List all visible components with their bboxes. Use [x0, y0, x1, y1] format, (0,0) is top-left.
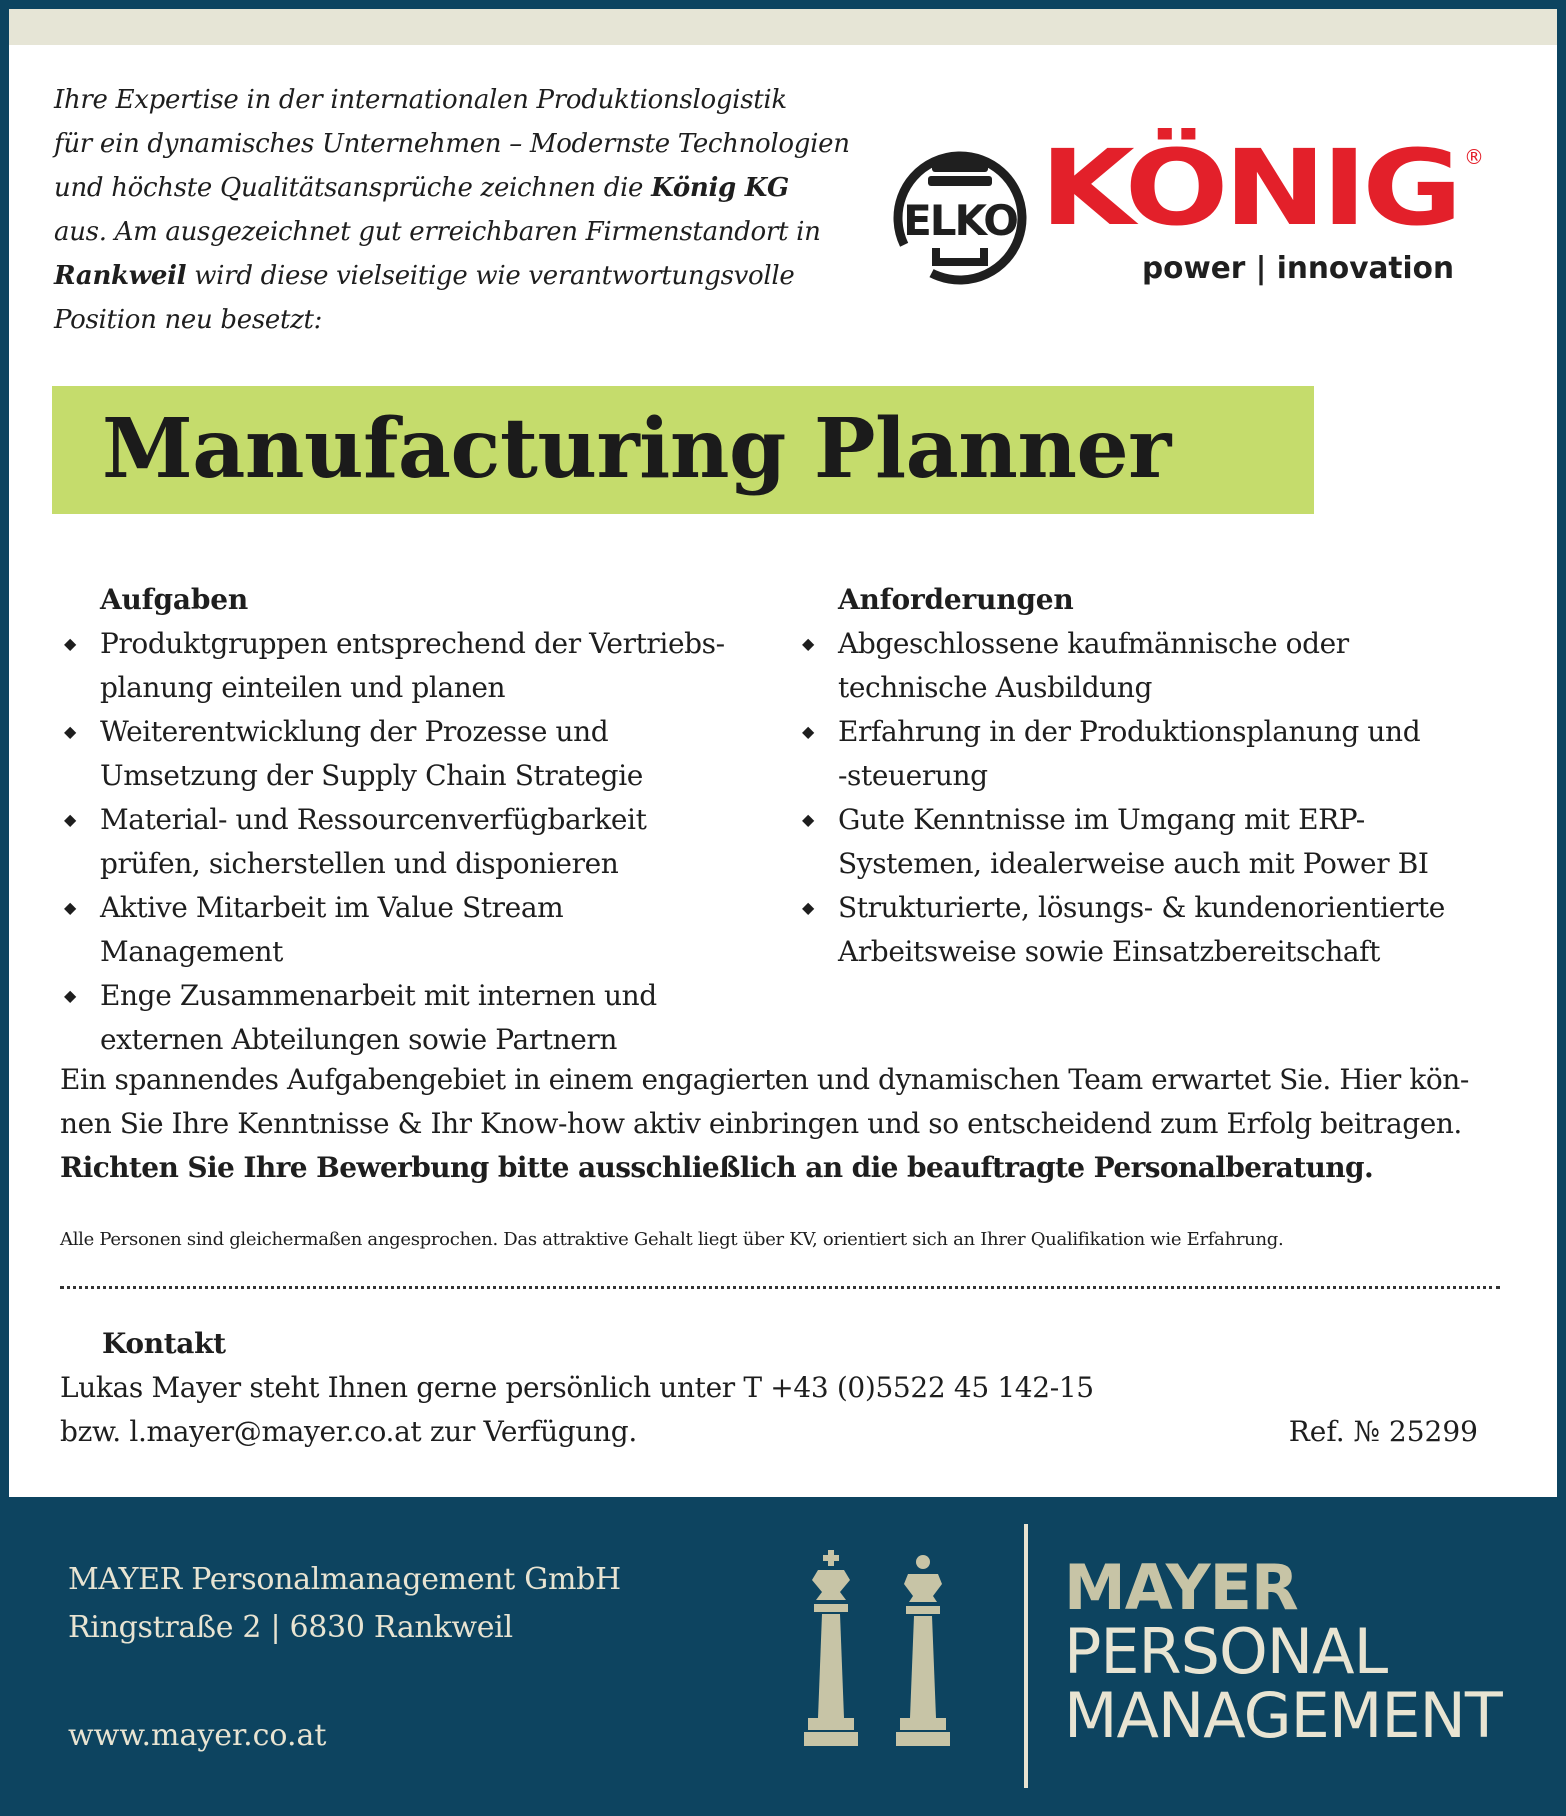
- list-item-line: externen Abteilungen sowie Partnern: [100, 1023, 618, 1056]
- contact-line: bzw. l.mayer@mayer.co.at zur Verfügung.: [60, 1415, 637, 1448]
- list-item-line: Aktive Mitarbeit im Value Stream Management: [100, 891, 564, 968]
- konig-tagline: power | innovation: [1142, 251, 1454, 286]
- tasks-list: [54, 622, 754, 1062]
- list-item: [792, 710, 1492, 798]
- elko-base-icon: [936, 248, 984, 262]
- list-item: [54, 710, 754, 798]
- list-item-line: Abgeschlossene kaufmännische oder: [838, 627, 1349, 660]
- footer-divider: [1024, 1524, 1028, 1788]
- application-note: Richten Sie Ihre Bewerbung bitte ausschließlich an die beauftragte Personalberatung.: [60, 1151, 1374, 1184]
- closing-line: nen Sie Ihre Kenntnisse & Ihr Know-how aktiv einbringen und so entscheidend zum Erfolg beitragen.: [60, 1107, 1462, 1140]
- diamond-bullet-icon: ◆: [802, 722, 814, 741]
- contact-heading: Kontakt: [102, 1327, 226, 1360]
- list-item-line: -steuerung: [838, 759, 988, 792]
- list-item-line: planung einteilen und planen: [100, 671, 506, 704]
- intro-line: aus. Am ausgezeichnet gut erreichbaren Firmenstandort in: [54, 217, 821, 247]
- intro-text-segment: wird diese vielseitige wie verantwortungsvolle: [186, 261, 795, 291]
- diamond-bullet-icon: ◆: [64, 722, 76, 741]
- requirements-column: [792, 578, 1492, 974]
- list-item: [792, 798, 1492, 886]
- intro-text: [54, 78, 854, 342]
- requirements-list: [792, 622, 1492, 974]
- footer-company: MAYER Personalmanagement GmbH: [68, 1562, 621, 1597]
- list-item: [54, 974, 754, 1062]
- reference-number: Ref. № 25299: [1288, 1415, 1478, 1448]
- company-name: König KG: [651, 173, 789, 203]
- mayer-logo-line: MANAGEMENT: [1064, 1679, 1502, 1752]
- disclaimer: Alle Personen sind gleichermaßen angesprochen. Das attraktive Gehalt liegt über KV, orientiert sich an Ihrer Qualifikation wie Erfahrung.: [60, 1229, 1284, 1250]
- registered-mark: ®: [1464, 145, 1484, 169]
- intro-line: Position neu besetzt:: [54, 305, 323, 335]
- top-stripe: [9, 9, 1557, 45]
- closing-text: [60, 1058, 1500, 1190]
- list-item-line: Strukturierte, lösungs- & kundenorientierte: [838, 891, 1445, 924]
- list-item-line: Gute Kenntnisse im Umgang mit ERP-: [838, 803, 1365, 836]
- list-item-line: technische Ausbildung: [838, 671, 1153, 704]
- intro-line: [54, 254, 854, 298]
- list-item: [54, 622, 754, 710]
- chess-pieces-icon: [800, 1550, 980, 1750]
- list-item-line: Systemen, idealerweise auch mit Power BI: [838, 847, 1429, 880]
- diamond-bullet-icon: ◆: [64, 986, 76, 1005]
- list-item-line: Produktgruppen entsprechend der Vertriebs-: [100, 627, 725, 660]
- tasks-column: [54, 578, 754, 1062]
- list-item: [792, 886, 1492, 974]
- footer-street: Ringstraße 2 | 6830 Rankweil: [68, 1610, 513, 1645]
- elko-cap-icon: [932, 158, 988, 172]
- job-title: Manufacturing Planner: [102, 401, 1171, 497]
- diamond-bullet-icon: ◆: [802, 634, 814, 653]
- konig-brand-text: KÖNIG: [1040, 128, 1458, 249]
- tasks-heading: Aufgaben: [100, 583, 248, 616]
- dotted-divider: [60, 1286, 1500, 1289]
- intro-text-segment: und höchste Qualitätsansprüche zeichnen die: [54, 173, 652, 203]
- job-title-banner: [52, 386, 1314, 514]
- diamond-bullet-icon: ◆: [64, 634, 76, 653]
- mayer-logo-line: MAYER: [1064, 1551, 1298, 1624]
- elko-text: ELKO: [903, 196, 1017, 245]
- list-item-line: Arbeitsweise sowie Einsatzbereitschaft: [838, 935, 1380, 968]
- list-item-line: prüfen, sicherstellen und disponieren: [100, 847, 619, 880]
- list-item-line: Erfahrung in der Produktionsplanung und: [838, 715, 1421, 748]
- diamond-bullet-icon: ◆: [64, 810, 76, 829]
- intro-line: für ein dynamisches Unternehmen – Modernste Technologien: [54, 129, 850, 159]
- requirements-heading: Anforderungen: [838, 583, 1074, 616]
- list-item: [54, 798, 754, 886]
- list-item-line: Material- und Ressourcenverfügbarkeit: [100, 803, 647, 836]
- contact-section: [60, 1322, 1500, 1454]
- intro-line: Ihre Expertise in der internationalen Produktionslogistik: [54, 85, 787, 115]
- intro-line: [54, 166, 854, 210]
- diamond-bullet-icon: ◆: [802, 810, 814, 829]
- mayer-logo: [1064, 1551, 1502, 1752]
- diamond-bullet-icon: ◆: [802, 898, 814, 917]
- footer-address: [68, 1556, 621, 1652]
- diamond-bullet-icon: ◆: [64, 898, 76, 917]
- list-item-line: Weiterentwicklung der Prozesse und: [100, 715, 609, 748]
- footer-website-link[interactable]: www.mayer.co.at: [68, 1718, 327, 1753]
- elko-cap-icon: [928, 176, 992, 186]
- location-name: Rankweil: [54, 261, 187, 291]
- konig-elko-logo: [870, 128, 1510, 308]
- contact-line: Lukas Mayer steht Ihnen gerne persönlich unter T +43 (0)5522 45 142-15: [60, 1371, 1094, 1404]
- list-item: [54, 886, 754, 974]
- list-item: [792, 622, 1492, 710]
- list-item-line: Enge Zusammenarbeit mit internen und: [100, 979, 657, 1012]
- closing-line: Ein spannendes Aufgabengebiet in einem engagierten und dynamischen Team erwartet Sie. Hier kön-: [60, 1063, 1469, 1096]
- list-item-line: Umsetzung der Supply Chain Strategie: [100, 759, 643, 792]
- mayer-logo-line: PERSONAL: [1064, 1615, 1388, 1688]
